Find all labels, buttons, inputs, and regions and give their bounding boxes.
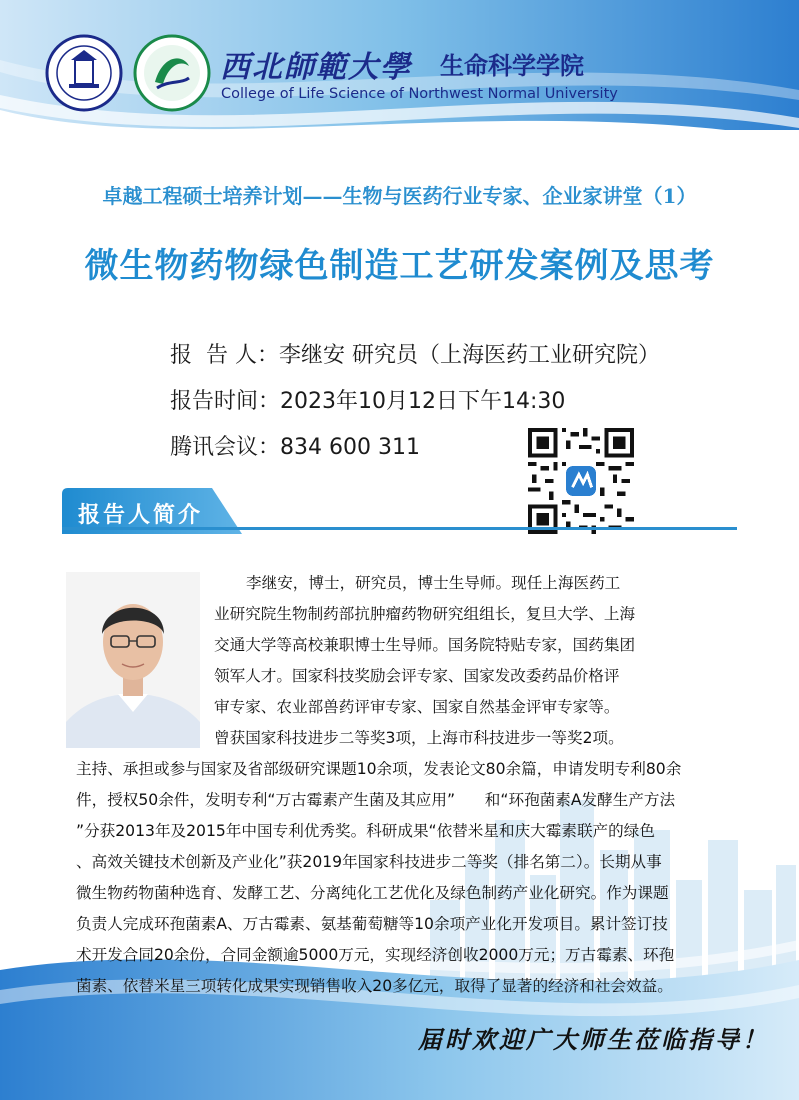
bio-line: 领军人才。国家科技奖励会评专家、国家发改委药品价格评 <box>214 667 620 685</box>
bio-line: 业研究院生物制药部抗肿瘤药物研究组组长，复旦大学、上海 <box>214 605 636 623</box>
bio-line: 审专家、农业部兽药评审专家、国家自然基金评审专家等。 <box>214 698 620 716</box>
meeting-label: 腾讯会议： <box>170 435 281 460</box>
series-title: 卓越工程硕士培养计划——生物与医药行业专家、企业家讲堂（1） <box>102 184 697 208</box>
closing-invitation: 届时欢迎广大师生莅临指导！ <box>418 1025 769 1054</box>
speaker-label: 报 告 人： <box>170 343 279 368</box>
time-value: 2023年10月12日下午14:30 <box>280 389 566 414</box>
bio-line: 李继安，博士，研究员，博士生导师。现任上海医药工 <box>246 574 621 592</box>
speaker-line <box>170 338 660 369</box>
college-english-name: College of Life Science of Northwest Normal University <box>221 86 618 102</box>
speaker-photo <box>66 572 200 748</box>
bio-line: 、高效关键技术创新及产业化”获2019年国家科技进步二等奖（排名第二）。长期从事 <box>76 853 662 871</box>
university-name: 西北師範大學 <box>220 50 412 85</box>
qr-code-icon[interactable] <box>528 428 634 534</box>
bio-line: 微生物药物菌种选育、发酵工艺、分离纯化工艺优化及绿色制药产业化研究。作为课题 <box>76 884 669 902</box>
bio-line: 交通大学等高校兼职博士生导师。国务院特贴专家，国药集团 <box>214 636 636 654</box>
talk-title: 微生物药物绿色制造工艺研发案例及思考 <box>84 246 715 286</box>
meeting-id: 834 600 311 <box>280 435 420 460</box>
header <box>45 34 765 114</box>
bio-line: 术开发合同20余份，合同金额逾5000万元，实现经济创收2000万元；万古霉素、环孢 <box>76 946 675 964</box>
bio-line: 菌素、依替米星三项转化成果实现销售收入20多亿元，取得了显著的经济和社会效益。 <box>76 977 673 995</box>
speaker-value: 李继安 研究员（上海医药工业研究院） <box>278 343 660 368</box>
bio-line: 主持、承担或参与国家及省部级研究课题10余项，发表论文80余篇，申请发明专利80余 <box>76 760 682 778</box>
college-name: 生命科学学院 <box>440 52 584 80</box>
section-title: 报告人简介 <box>78 503 204 528</box>
time-label: 报告时间： <box>170 389 281 414</box>
meeting-line <box>170 430 420 461</box>
bio-line: 件，授权50余件，发明专利“万古霉素产生菌及其应用” 和“环孢菌素A发酵生产方法 <box>76 791 676 809</box>
bio-line: ”分获2013年及2015年中国专利优秀奖。科研成果“依替米星和庆大霉素联产的绿色 <box>76 822 655 840</box>
time-line <box>170 384 565 415</box>
university-seal-icon <box>45 34 123 112</box>
bio-line: 曾获国家科技进步二等奖3项，上海市科技进步一等奖2项。 <box>214 729 624 747</box>
college-logo-icon <box>133 34 211 112</box>
bio-line: 负责人完成环孢菌素A、万古霉素、氨基葡萄糖等10余项产业化开发项目。累计签订技 <box>76 915 668 933</box>
